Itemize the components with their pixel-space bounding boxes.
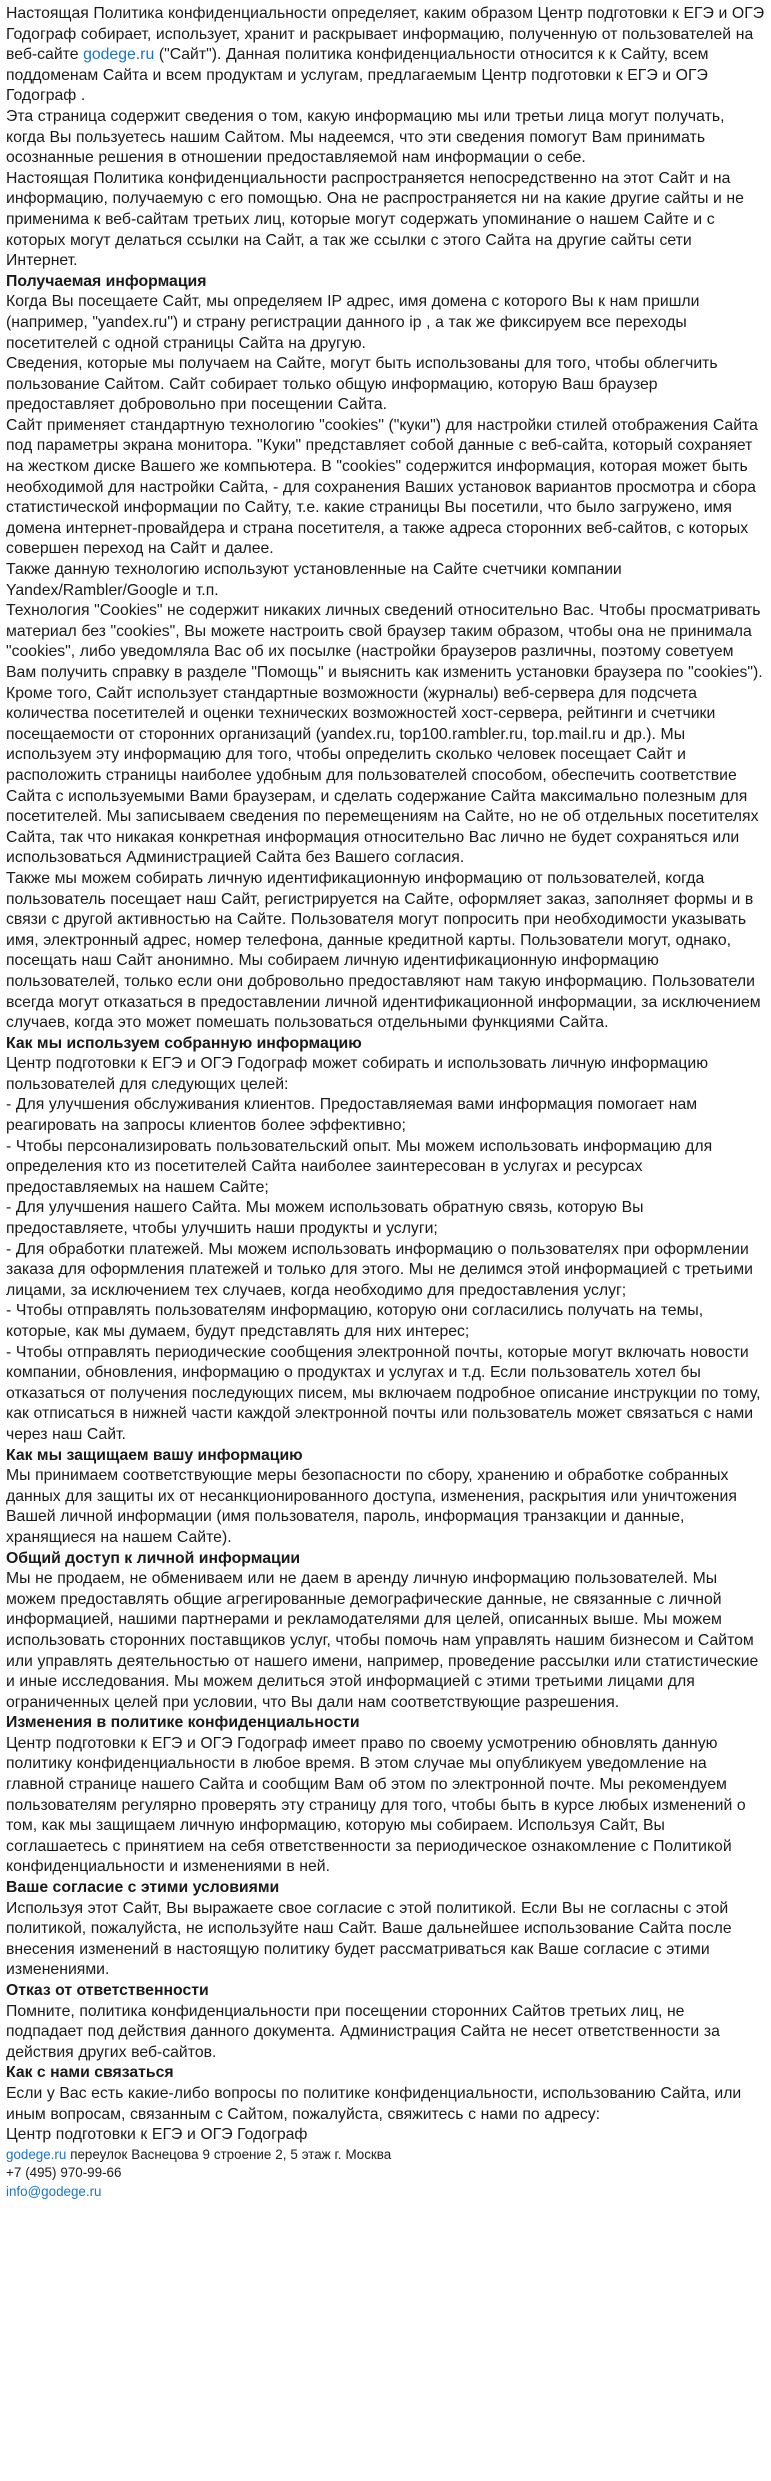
contact-phone: +7 (495) 970-99-66 — [6, 2165, 122, 2181]
section-heading-changes: Изменения в политике конфиденциальности — [6, 1714, 360, 1732]
intro-paragraph-3: Настоящая Политика конфиденциальности распространяется непосредственно на этот Сайт и на информацию, получаемую с его помощью. Она не распространяется ни на какие другие сайты и не применима к веб-сайтам третьих лиц, которые могут содержать упоминание о нашем Сайте и с которых могут делаться ссылки на Сайт, а так же ссылки с этого Сайта на другие сайты сети Интернет. — [6, 169, 744, 270]
received-paragraph-4: Также данную технологию используют установленные на Сайте счетчики компании Yandex/Rambler/Google и т.п. — [6, 561, 622, 599]
contact-email-link[interactable]: info@godege.ru — [6, 2183, 102, 2199]
intro-text-end: ("Сайт"). Данная политика конфиденциальности относится к к Сайту, всем поддоменам Сайта и всем продуктам и услугам, предлагаемым Центр подготовки к ЕГЭ и ОГЭ Годограф . — [6, 46, 709, 105]
contact-address — [6, 2146, 765, 2164]
intro-text-start: Настоящая Политика конфиденциальности определяет, каким образом Центр подготовки к ЕГЭ и ОГЭ Годограф собирает, использует, хранит и раскрывает информацию, полученную от пользователей на веб-сайте — [6, 5, 765, 64]
received-paragraph-6: Кроме того, Сайт использует стандартные возможности (журналы) веб-сервера для подсчета количества посетителей и оценки технических возможностей хост-сервера, рейтинги и счетчики посещаемости от сторонних организаций (yandex.ru, top100.rambler.ru, top.mail.ru и др.). Мы используем эту информацию для того, чтобы определить сколько человек посещает Сайт и расположить страницы наиболее удобным для пользователей способом, обеспечить соответствие Сайта с используемыми Вами браузерам, и сделать содержание Сайта максимально полезным для посетителей. Мы записываем сведения по перемещениям на Сайте, но не об отдельных посетителях Сайта, так что никакая конкретная информация относительно Вас лично не будет сохраняться или использоваться Администрацией Сайта без Вашего согласия. — [6, 684, 759, 867]
section-heading-sharing: Общий доступ к личной информации — [6, 1549, 301, 1567]
contact-address-text: переулок Васнецова 9 строение 2, 5 этаж г. Москва — [66, 2146, 392, 2162]
usage-paragraph-1: Центр подготовки к ЕГЭ и ОГЭ Годограф может собирать и использовать личную информацию пользователей для следующих целей: — [6, 1055, 709, 1093]
contact-address-site-link[interactable]: godege.ru — [6, 2146, 67, 2162]
contact-email-line — [6, 2183, 765, 2201]
usage-list-item: - Чтобы отправлять периодические сообщения электронной почты, которые могут включать новости компании, обновления, информацию о продуктах и услугах и т.д. Если пользователь хотел бы отказаться от получения последующих писем, мы включаем подробное описание инструкции по тому, как отписаться в нижней части каждой электронной почты или пользователь может связаться с нами через наш Сайт. — [6, 1343, 761, 1443]
protection-paragraph: Мы принимаем соответствующие меры безопасности по сбору, хранению и обработке собранных данных для защиты их от несанкционированного доступа, изменения, раскрытия или уничтожения Вашей личной информации (имя пользователя, пароль, информация транзакции и данные, хранящиеся на нашем Сайте). — [6, 1467, 737, 1546]
sharing-paragraph: Мы не продаем, не обмениваем или не даем в аренду личную информацию пользователей. Мы можем предоставлять общие агрегированные демографические данные, не связанные с личной информацией, нашими партнерами и рекламодателями для целей, описанных выше. Мы можем использовать сторонних поставщиков услуг, чтобы помочь нам управлять нашим бизнесом и Сайтом или управлять деятельностью от нашего имени, например, проведение рассылки или статистические и иные исследования. Мы можем делиться этой информацией с этими третьими лицами для ограниченных целей при условии, что Вы дали нам соответствующие разрешения. — [6, 1570, 759, 1711]
consent-paragraph: Используя этот Сайт, Вы выражаете свое согласие с этой политикой. Если Вы не согласны с этой политикой, пожалуйста, не используйте наш Сайт. Ваше дальнейшее использование Сайта после внесения изменений в настоящую политику будет рассматриваться как Ваше согласие с этими изменениями. — [6, 1899, 732, 1979]
disclaimer-paragraph: Помните, политика конфиденциальности при посещении сторонних Сайтов третьих лиц, не подпадает под действия данного документа. Администрация Сайта не несет ответственности за действия других веб-сайтов. — [6, 2002, 720, 2061]
intro-paragraph-1 — [6, 4, 765, 107]
section-heading-disclaimer: Отказ от ответственности — [6, 1982, 209, 1999]
usage-list-item: - Чтобы персонализировать пользовательский опыт. Мы можем использовать информацию для определения кто из посетителей Сайта наиболее заинтересован в услугах и ресурсах предоставляемых на нашем Сайте; — [6, 1137, 713, 1196]
usage-list-item: - Чтобы отправлять пользователям информацию, которую они согласились получать на темы, которые, как мы думаем, будут представлять для них интерес; — [6, 1302, 704, 1340]
site-link[interactable]: godege.ru — [83, 46, 155, 64]
usage-list-item: - Для обработки платежей. Мы можем использовать информацию о пользователях при оформлении заказа для оформления платежей и только для этого. Мы не делимся этой информацией с третьими лицами, за исключением тех случаев, когда необходимо для предоставления услуг; — [6, 1240, 753, 1299]
contact-organization: Центр подготовки к ЕГЭ и ОГЭ Годограф — [6, 2126, 308, 2144]
section-heading-consent: Ваше согласие с этими условиями — [6, 1879, 280, 1897]
usage-list-item: - Для улучшения обслуживания клиентов. Предоставляемая вами информация помогает нам реагировать на запросы клиентов более эффективно; — [6, 1096, 698, 1135]
usage-list-item: - Для улучшения нашего Сайта. Мы можем использовать обратную связь, которую Вы предоставляете, чтобы улучшить наши продукты и услуги; — [6, 1199, 644, 1238]
changes-paragraph: Центр подготовки к ЕГЭ и ОГЭ Годограф имеет право по своему усмотрению обновлять данную политику конфиденциальности в любое время. В этом случае мы опубликуем уведомление на главной странице нашего Сайта и сообщим Вам об этом по электронной почте. Мы рекомендуем пользователям регулярно проверять эту страницу для того, чтобы быть в курсе любых изменений о том, как мы защищаем личную информацию, которую мы собираем. Используя Сайт, Вы соглашаетесь с принятием на себя ответственности за периодическое ознакомление с Политикой конфиденциальности и изменениями в ней. — [6, 1734, 746, 1876]
section-heading-received-info: Получаемая информация — [6, 272, 207, 290]
received-paragraph-5: Технология "Cookies" не содержит никаких личных сведений относительно Вас. Чтобы просматривать материал без "cookies", Вы можете настроить свой браузер таким образом, чтобы она не принимала "cookies", либо уведомляла Вас об их посылке (настройки браузеров различны, поэтому советуем Вам получить справку в разделе "Помощь" и выяснить как изменить установки браузера по "cookies"). — [6, 602, 763, 681]
section-heading-protection: Как мы защищаем вашу информацию — [6, 1446, 303, 1464]
received-paragraph-2: Сведения, которые мы получаем на Сайте, могут быть использованы для того, чтобы облегчить пользование Сайтом. Сайт собирает только общую информацию, которую Ваш браузер предоставляет добровольно при посещении Сайта. — [6, 355, 718, 414]
received-paragraph-3: Сайт применяет стандартную технологию "cookies" ("куки") для настройки стилей отображения Сайта под параметры экрана монитора. "Куки" представляет собой данные с веб-сайта, который сохраняет на жестком диске Вашего же компьютера. В "cookies" содержится информация, которая может быть необходимой для настройки Сайта, - для сохранения Ваших установок вариантов просмотра и сбора статистической информации по Сайту, т.е. какие страницы Вы посетили, что было загружено, имя домена интернет-провайдера и страна посетителя, а также адреса сторонних веб-сайтов, с которых совершен переход на Сайт и далее. — [6, 416, 758, 558]
section-heading-usage: Как мы используем собранную информацию — [6, 1034, 362, 1052]
contact-paragraph: Если у Вас есть какие-либо вопросы по политике конфиденциальности, использованию Сайта, или иным вопросам, связанным с Сайтом, пожалуйста, свяжитесь с нами по адресу: — [6, 2084, 742, 2123]
received-paragraph-7: Также мы можем собирать личную идентификационную информацию от пользователей, когда пользователь посещает наш Сайт, регистрируется на Сайте, оформляет заказ, заполняет формы и в связи с другой активностью на Сайте. Пользователя могут попросить при необходимости указывать имя, электронный адрес, номер телефона, данные кредитной карты. Пользователи могут, однако, посещать наш Сайт анонимно. Мы собираем личную идентификационную информацию пользователей, только если они добровольно предоставляют нам такую информацию. Пользователи всегда могут отказаться в предоставлении личной идентификационной информации, за исключением случаев, когда это может помешать пользоваться отдельными функциями Сайта. — [6, 869, 761, 1032]
intro-paragraph-2: Эта страница содержит сведения о том, какую информацию мы или третьи лица могут получать, когда Вы пользуетесь нашим Сайтом. Мы надеемся, что эти сведения помогут Вам принимать осознанные решения в отношении предоставляемой нам информации о себе. — [6, 107, 725, 167]
section-heading-contact: Как с нами связаться — [6, 2064, 174, 2082]
received-paragraph-1: Когда Вы посещаете Сайт, мы определяем IP адрес, имя домена с которого Вы к нам пришли (например, "yandex.ru") и страну регистрации данного ip , а так же фиксируем все переходы посетителей с одной страницы Сайта на другую. — [6, 293, 700, 352]
